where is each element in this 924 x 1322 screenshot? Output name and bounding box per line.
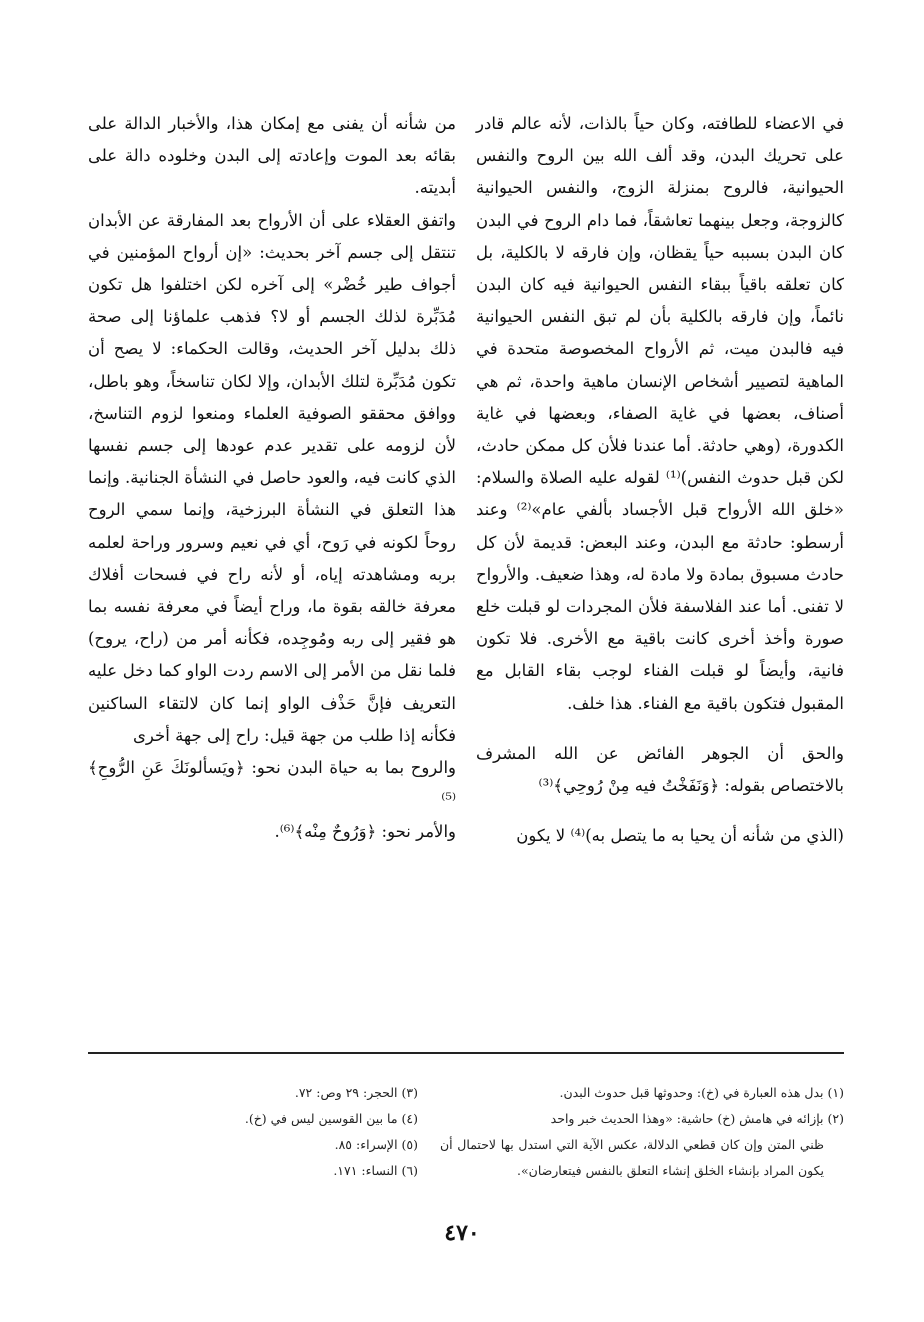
footnote-6: (٦) النساء: ١٧١.: [333, 1163, 418, 1178]
footnote-4: (٤) ما بين القوسين ليس في (خ).: [244, 1111, 418, 1126]
left-column: [88, 108, 456, 1033]
paragraph: (الذي من شأنه أن يحيا به ما يتصل به)⁽⁴⁾ لا يكون: [516, 826, 844, 846]
footnote-2: (٢) بإزائه في هامش (خ) حاشية: «وهذا الحديث خبر واحد: [550, 1111, 844, 1126]
footnote-2-continuation: ظني المتن وإن كان قطعي الدلالة، عكس الآية التي استدل بها لاحتمال أن يكون المراد بإنشاء الخلق إنشاء التعلق بالنفس فيتعارضان».: [440, 1137, 824, 1178]
paragraph: من شأنه أن يفنى مع إمكان هذا، والأخبار الدالة على بقائه بعد الموت وإعادته إلى البدن وخلوده دالة على أبديته.: [88, 114, 456, 198]
paragraph: والأمر نحو: ﴿وَرُوحٌ مِنْه﴾⁽⁶⁾.: [274, 822, 456, 842]
body-columns: [88, 108, 844, 1033]
footnotes: [88, 1080, 844, 1184]
paragraph: والحق أن الجوهر الفائض عن الله المشرف بالاختصاص بقوله: ﴿وَنَفَخْتُ فيه مِنْ رُوحِي﴾⁽³⁾: [476, 743, 844, 796]
footnotes-left-column: [88, 1080, 418, 1184]
paragraph: واتفق العقلاء على أن الأرواح بعد المفارقة عن الأبدان تنتقل إلى جسم آخر بحديث: «إن أرواح المؤمنين في أجواف طير خُضْر» إلى آخره لكن اختلفوا هل تكون مُدَبِّرة لذلك الجسم أو لا؟ فذهب علماؤنا إلى صحة ذلك بدليل آخر الحديث، وقالت الحكماء: لا يصح أن تكون مُدَبِّرة لتلك الأبدان، وإلا لكان تناسخاً، وهو باطل، ووافق محققو الصوفية العلماء ومنعوا لزوم التناسخ، لأن لزومه على تقدير عدم عودها إلى جسم نفسها الذي كانت فيه، والعود حاصل في النشأة الجنانية. وإنما هذا التعلق في النشأة البرزخية، وإنما سمي الروح روحاً لكونه في رَوح، أي في نعيم وسرور وراحة لعلمه بربه ومشاهدته إياه، أو لأنه راح في فسحات أفلاك معرفة خالقه بقوة ما، وراح أيضاً في معرفة نفسه بما هو فقير إلى ربه ومُوجِده، فكأنه أمر من (راح، يروح) فلما نقل من الأمر إلى الاسم ردت الواو كما دخل عليه التعريف فإنَّ حَذْف الواو إنما كان لالتقاء الساكنين فكأنه إذا طلب من جهة قيل: راح إلى جهة أخرى: [88, 210, 456, 745]
footnote-5: (٥) الإسراء: ٨٥.: [334, 1137, 418, 1152]
footnote-divider: [88, 1052, 844, 1054]
page-number: ٤٧٠: [444, 1220, 480, 1246]
paragraph: في الاعضاء للطافته، وكان حياً بالذات، لأنه عالم قادر على تحريك البدن، وقد ألف الله بين الروح والنفس الحيوانية، فالروح بمنزلة الزوج، والنفس الحيوانية كالزوجة، وجعل بينهما تعاشقاً، فما دام الروح في البدن كان البدن بسببه حياً يقظان، وإن فارقه لا بالكلية، بل كان تعلقه باقياً ببقاء النفس الحيوانية فيه كان البدن نائماً، وإن فارقه بالكلية بأن لم تبق النفس الحيوانية فيه فالبدن ميت، ثم الأرواح المخصوصة متحدة في الماهية لتصيير أشخاص الإنسان ماهية واحدة، ثم هي أصناف، بعضها في غاية الصفاء، وبعضها في غاية الكدورة، (وهي حادثة. أما عندنا فلأن كل ممكن حادث، لكن قبل حدوث النفس)⁽¹⁾ لقوله عليه الصلاة والسلام: «خلق الله الأرواح قبل الأجساد بألفي عام»⁽²⁾ وعند أرسطو: حادثة مع البدن، وعند البعض: قديمة لأن كل حادث مسبوق بمادة ولا مادة له، وهذا ضعيف. والأرواح لا تفنى. أما عند الفلاسفة فلأن المجردات لو قبلت خلع صورة وأخذ أخرى كانت باقية مع الأخرى. فلا تكون فانية، وأيضاً لو قبلت الفناء لوجب بقاء القابل مع المقبول فتكون باقية مع الفناء. هذا خلف.: [476, 114, 845, 713]
footnote-1: (١) بدل هذه العبارة في (خ): وحدوثها قبل حدوث البدن.: [559, 1085, 844, 1100]
footnote-3: (٣) الحجر: ٢٩ وص: ٧٢.: [294, 1085, 418, 1100]
paragraph: والروح بما به حياة البدن نحو: ﴿ويَسألونَكَ عَنِ الرُّوحِ﴾⁽⁵⁾: [88, 758, 456, 810]
right-column: [476, 108, 844, 1033]
footnotes-right-column: [440, 1080, 844, 1184]
